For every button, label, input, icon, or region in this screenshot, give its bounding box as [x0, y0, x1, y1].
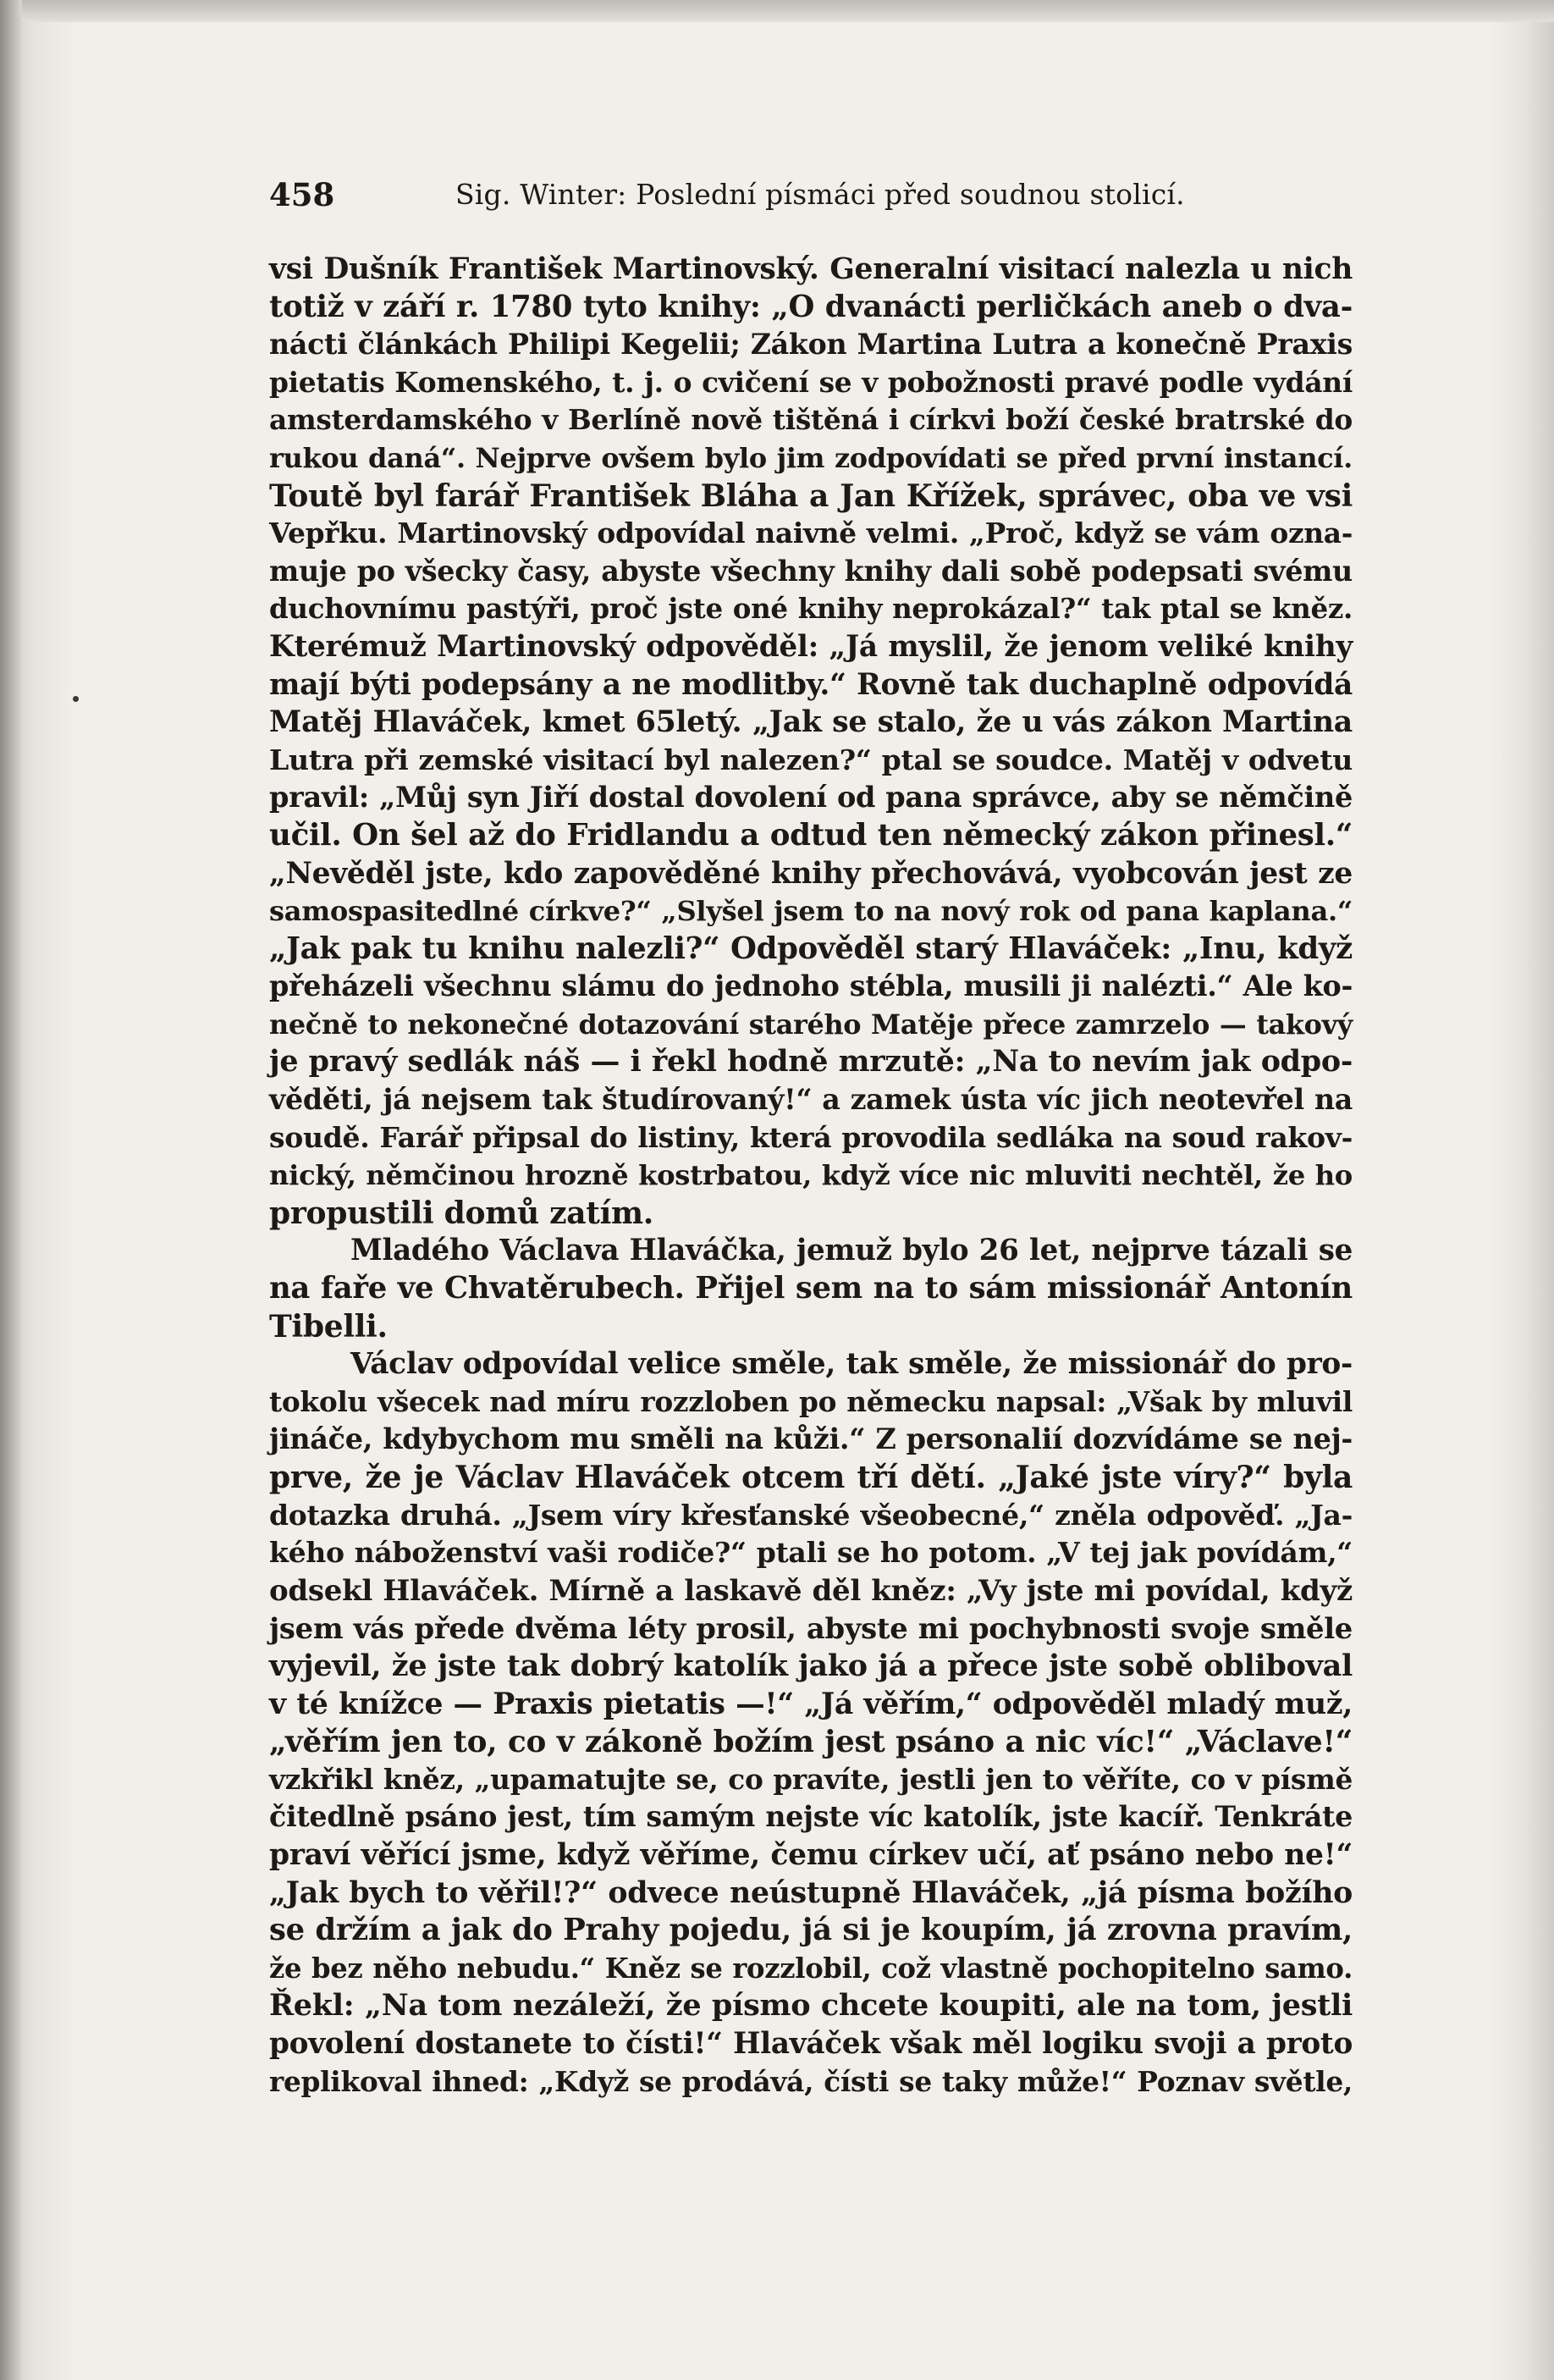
text-line: tokolu všecek nad míru rozzloben po německu napsal: „Však by mluvil [269, 1384, 1353, 1418]
text-line: Kterémuž Martinovský odpověděl: „Já myslil, že jenom veliké knihy [269, 629, 1353, 664]
text-line: pravil: „Můj syn Jiří dostal dovolení od pana správce, aby se němčině [269, 781, 1353, 815]
text-line: soudě. Farář připsal do listiny, která provodila sedláka na soud rakov- [269, 1120, 1353, 1154]
text-line: Lutra při zemské visitací byl nalezen?“ ptal se soudce. Matěj v odvetu [269, 743, 1353, 776]
text-line: „Nevěděl jste, kdo zapověděné knihy přechovává, vyobcován jest ze [269, 856, 1353, 891]
book-binding-edge [0, 0, 22, 2380]
text-line: Mladého Václava Hlaváčka, jemuž bylo 26 let, nejprve tázali se [350, 1234, 1353, 1268]
text-line: amsterdamského v Berlíně nově tištěná i církvi boží české bratrské do [269, 403, 1353, 437]
page-header [269, 171, 1353, 218]
text-line: Matěj Hlaváček, kmet 65letý. „Jak se stalo, že u vás zákon Martina [269, 704, 1353, 740]
text-line: Vepřku. Martinovský odpovídal naivně velmi. „Proč, když se vám ozna- [269, 516, 1353, 550]
running-title: Sig. Winter: Poslední písmáci před soudnou stolicí. [455, 178, 1185, 211]
text-line: se držím a jak do Prahy pojedu, já si je koupím, já zrovna pravím, [269, 1913, 1353, 1948]
text-line: muje po všecky časy, abyste všechny knihy dali sobě podepsati svému [269, 554, 1353, 588]
text-line: dotazka druhá. „Jsem víry křesťanské všeobecné,“ zněla odpověď. „Ja- [269, 1498, 1353, 1532]
text-line: věděti, já nejsem tak študírovaný!“ a zamek ústa víc jich neotevřel na [269, 1083, 1353, 1117]
body-text [269, 251, 1353, 2101]
text-line: pietatis Komenského, t. j. o cvičení se v pobožnosti pravé podle vydání [269, 365, 1353, 399]
text-line: nácti článkách Philipi Kegelii; Zákon Martina Lutra a konečně Praxis [269, 328, 1353, 362]
text-line: nický, němčinou hrozně kostrbatou, když více nic mluviti nechtěl, že ho [269, 1159, 1353, 1192]
text-line: samospasitedlné církve?“ „Slyšel jsem to na nový rok od pana kaplana.“ [269, 895, 1353, 928]
text-line: vyjevil, že jste tak dobrý katolík jako já a přece jste sobě obliboval [269, 1648, 1353, 1683]
text-line: „Jak pak tu knihu nalezli?“ Odpověděl starý Hlaváček: „Inu, když [269, 930, 1353, 966]
text-line: Řekl: „Na tom nezáleží, že písmo chcete koupiti, ale na tom, jestli [269, 1988, 1353, 2024]
page-number: 458 [269, 176, 335, 213]
text-line: kého náboženství vaši rodiče?“ ptali se ho potom. „V tej jak povídám,“ [269, 1536, 1353, 1570]
text-line: čitedlně psáno jest, tím samým nejste víc katolík, jste kacíř. Tenkráte [269, 1800, 1353, 1834]
text-line: vzkřikl kněz, „upamatujte se, co pravíte, jestli jen to věříte, co v písmě [269, 1762, 1353, 1796]
text-line: jsem vás přede dvěma léty prosil, abyste mi pochybnosti svoje směle [269, 1611, 1353, 1646]
text-line: replikoval ihned: „Když se prodává, čísti se taky může!“ Poznav světle, [269, 2064, 1353, 2098]
text-line: duchovnímu pastýři, proč jste oné knihy neprokázal?“ tak ptal se kněz. [269, 592, 1353, 626]
text-line: nečně to nekonečné dotazování starého Matěje přece zamrzelo — takový [269, 1008, 1353, 1041]
text-line: vsi Dušník František Martinovský. Generalní visitací nalezla u nich [269, 252, 1353, 286]
text-line: na faře ve Chvatěrubech. Přijel sem na to sám missionář Antonín [269, 1271, 1353, 1306]
text-line: mají býti podepsány a ne modlitby.“ Rovně tak duchaplně odpovídá [269, 667, 1353, 702]
text-line: je pravý sedlák náš — i řekl hodně mrzutě: „Na to nevím jak odpo- [269, 1044, 1353, 1080]
text-line: praví věřící jsme, když věříme, čemu církev učí, ať psáno nebo ne!“ [269, 1837, 1353, 1872]
text-line: totiž v září r. 1780 tyto knihy: „O dvanácti perličkách aneb o dva- [269, 289, 1353, 324]
text-line: jináče, kdybychom mu směli na kůži.“ Z personalií dozvídáme se nej- [269, 1422, 1353, 1456]
text-line: v té knížce — Praxis pietatis —!“ „Já věřím,“ odpověděl mladý muž, [269, 1687, 1353, 1721]
text-line: že bez něho nebudu.“ Kněz se rozzlobil, což vlastně pochopitelno samo. [269, 1952, 1353, 1985]
text-line: učil. On šel až do Fridlandu a odtud ten německý zákon přinesl.“ [269, 817, 1353, 853]
text-line: Toutě byl farář František Bláha a Jan Křížek, správec, oba ve vsi [269, 478, 1353, 514]
print-speck [73, 696, 79, 702]
text-line: propustili domů zatím. [269, 1195, 654, 1231]
text-line: Václav odpovídal velice směle, tak směle, že missionář do pro- [350, 1347, 1353, 1382]
text-line: přeházeli všechnu slámu do jednoho stébla, musili ji nalézti.“ Ale ko- [269, 969, 1353, 1003]
text-line: odsekl Hlaváček. Mírně a laskavě děl kněz: „Vy jste mi povídal, když [269, 1573, 1353, 1608]
page-top-edge [0, 0, 1554, 22]
text-line: prve, že je Václav Hlaváček otcem tří dětí. „Jaké jste víry?“ byla [269, 1460, 1353, 1495]
text-line: „Jak bych to věřil!?“ odvece neústupně Hlaváček, „já písma božího [269, 1875, 1353, 1910]
text-line: „věřím jen to, co v zákoně božím jest psáno a nic víc!“ „Václave!“ [269, 1724, 1353, 1760]
text-line: Tibelli. [269, 1308, 388, 1345]
text-line: povolení dostanete to čísti!“ Hlaváček však měl logiku svoji a proto [269, 2026, 1353, 2061]
text-line: rukou daná“. Nejprve ovšem bylo jim zodpovídati se před první instancí. [269, 441, 1353, 474]
